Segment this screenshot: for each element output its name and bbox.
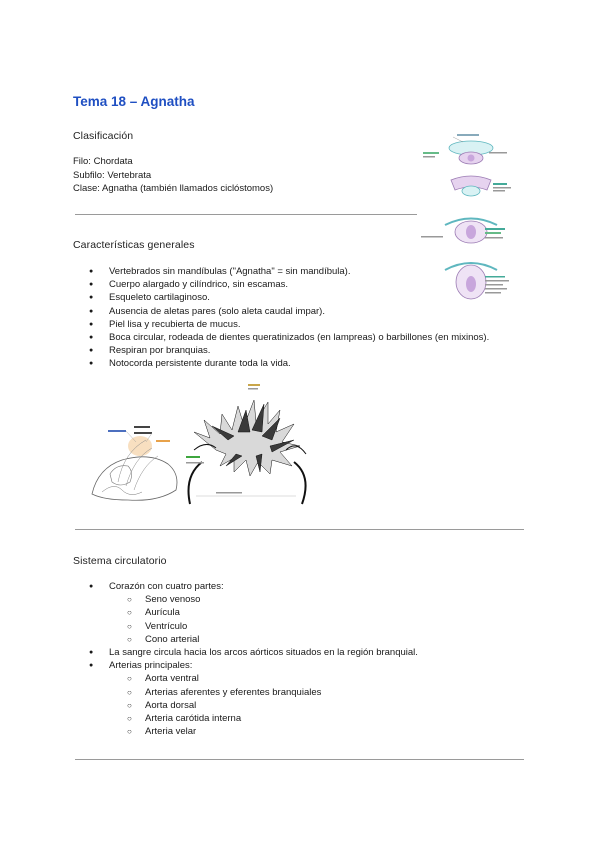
circulatory-list	[73, 580, 418, 738]
classification-subfilo: Subfilo: Vertebrata	[73, 169, 152, 181]
classification-block	[73, 155, 273, 196]
heart-parts-list	[109, 593, 418, 646]
arteries-label: Arterias principales:	[109, 660, 193, 672]
list-item: ○ Cono arterial	[109, 633, 418, 646]
classification-clase: Clase: Agnatha (también llamados ciclóstomos)	[73, 183, 274, 194]
list-item: ● La sangre circula hacia los arcos aórticos situados en la región branquial.	[73, 646, 418, 659]
arteries-list	[109, 672, 418, 738]
list-item: ● Vertebrados sin mandíbulas ("Agnatha" = sin mandíbula).	[73, 265, 489, 278]
list-item: ● Notocorda persistente durante toda la vida.	[73, 357, 489, 370]
section-divider	[75, 529, 524, 530]
list-item: ○ Aorta dorsal	[109, 699, 418, 712]
list-item: ● Ausencia de aletas pares (solo aleta caudal impar).	[73, 305, 489, 318]
list-item: ○ Ventrículo	[109, 620, 418, 633]
embryo-stage-3	[421, 219, 505, 244]
list-item: ● Esqueleto cartilaginoso.	[73, 291, 489, 304]
list-item: ○ Arteria carótida interna	[109, 712, 418, 725]
list-item	[73, 659, 418, 738]
section-heading-circulatorio: Sistema circulatorio	[73, 555, 167, 567]
list-item: ○ Aurícula	[109, 606, 418, 619]
list-item: ○ Aorta ventral	[109, 672, 418, 685]
list-item: ● Cuerpo alargado y cilíndrico, sin escamas.	[73, 278, 489, 291]
section-heading-clasificacion: Clasificación	[73, 130, 134, 142]
embryo-stage-1	[423, 134, 507, 164]
list-item: ● Respiran por branquias.	[73, 344, 489, 357]
list-item	[73, 580, 418, 646]
oral-disc-figure	[176, 380, 324, 508]
section-divider	[75, 759, 524, 760]
list-item: ○ Arteria velar	[109, 725, 418, 738]
list-item: ○ Arterias aferentes y eferentes branquiales	[109, 686, 418, 699]
lamprey-head-figure	[88, 412, 188, 508]
list-item: ● Boca circular, rodeada de dientes queratinizados (en lampreas) o barbillones (en mixinos).	[73, 331, 489, 344]
heart-label: Corazón con cuatro partes:	[109, 581, 224, 592]
characteristics-list	[73, 265, 489, 371]
section-heading-caracteristicas: Características generales	[73, 239, 195, 251]
classification-filo: Filo: Chordata	[73, 156, 133, 167]
list-item: ○ Seno venoso	[109, 593, 418, 606]
page-title: Tema 18 – Agnatha	[73, 94, 195, 109]
section-divider	[75, 214, 417, 215]
list-item: ● Piel lisa y recubierta de mucus.	[73, 318, 489, 331]
embryo-stage-2	[451, 176, 511, 196]
